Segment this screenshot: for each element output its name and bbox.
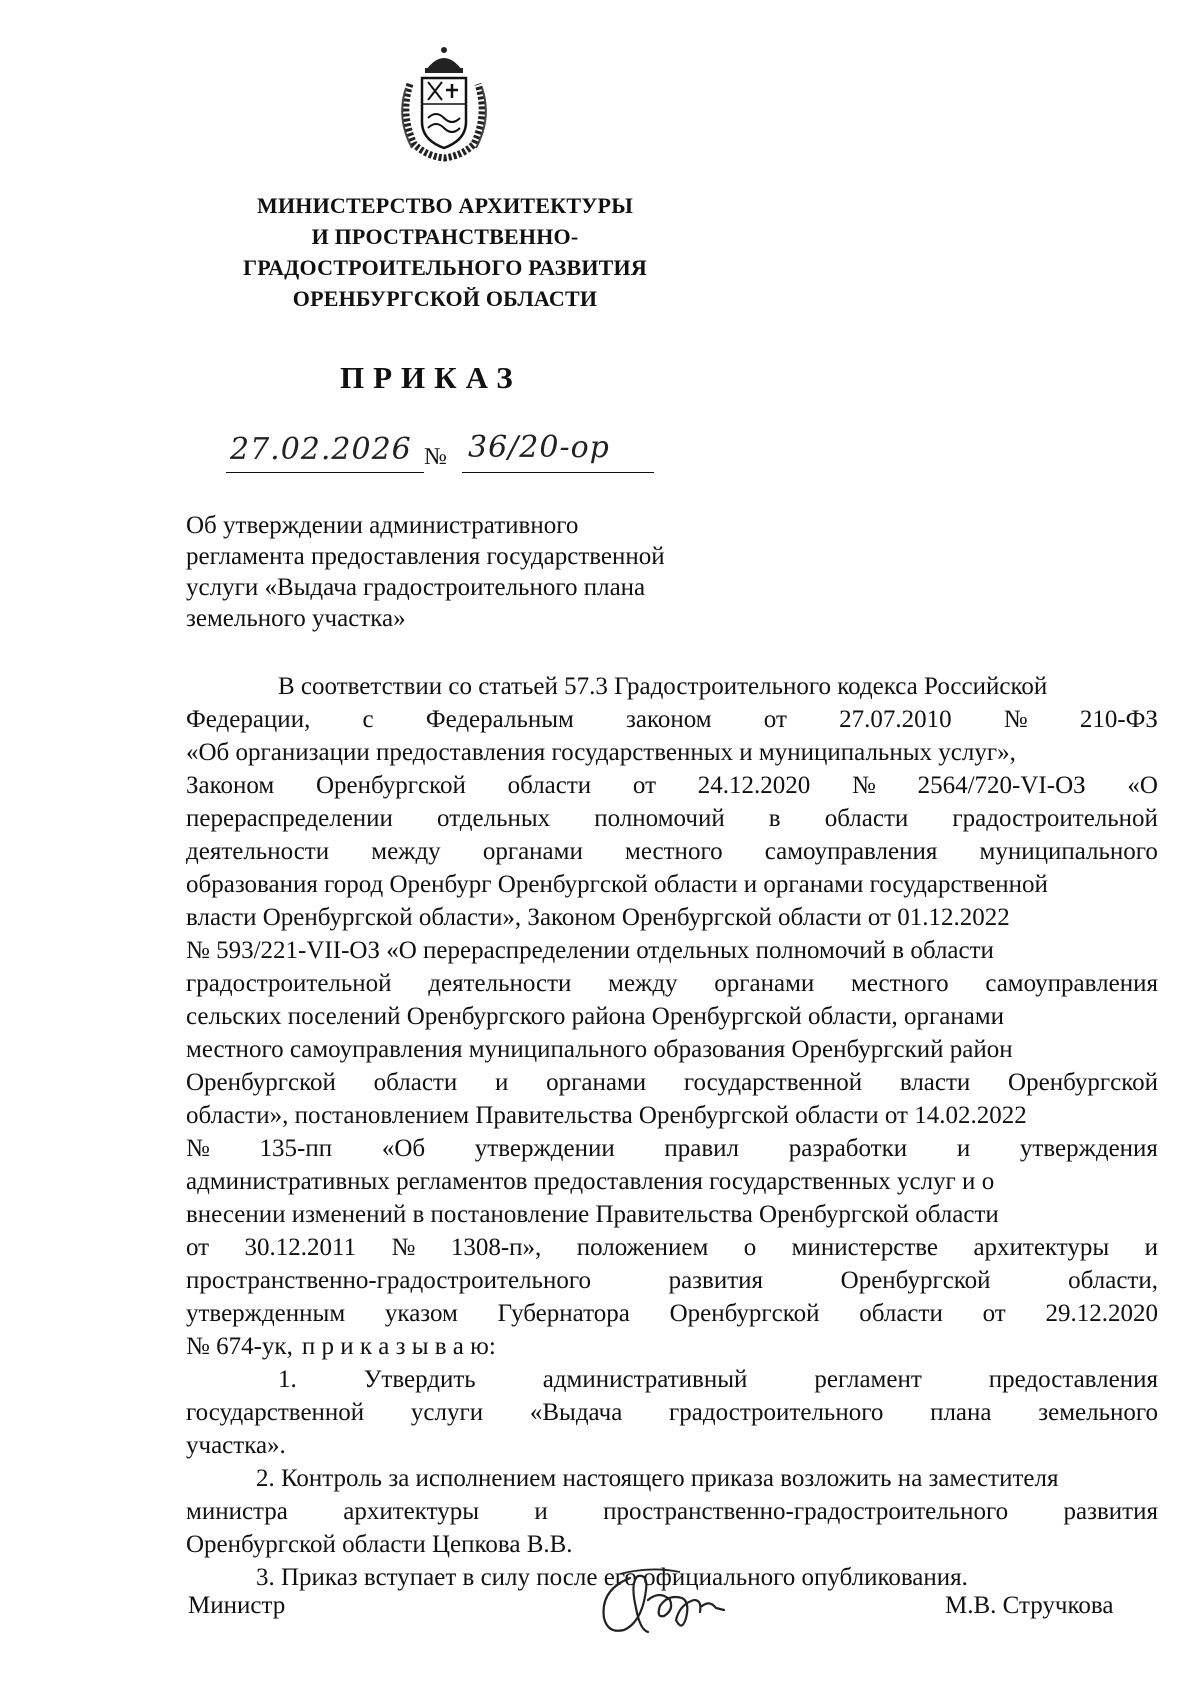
number-sign: № [424, 444, 447, 470]
ministry-line: И ПРОСТРАНСТВЕННО- [311, 224, 579, 249]
body-line [186, 1396, 1158, 1429]
body-line [186, 1330, 1158, 1363]
body-word: государственной [683, 1069, 863, 1096]
body-word: Оренбургской [315, 772, 466, 799]
body-word: перераспределении [186, 805, 393, 832]
subject-line: Об утверждении административного [186, 512, 579, 539]
body-word: № [186, 1135, 210, 1162]
body-word: Законом [186, 772, 275, 799]
body-word: самоуправления [764, 838, 938, 865]
body-line [186, 1198, 1158, 1231]
body-line [186, 1528, 1158, 1561]
body-word: 2564/720-VI-ОЗ [917, 772, 1086, 799]
body-word: правил [664, 1135, 740, 1162]
body-word: земельного [1038, 1399, 1158, 1426]
body-word: «Об организации предоставления государственных и муниципальных услуг», [186, 739, 1016, 766]
body-word: утвержденным [186, 1300, 346, 1327]
body-word: государственной [186, 1399, 365, 1426]
body-line [186, 1099, 1158, 1132]
body-word: местного [625, 838, 723, 865]
body-word: 2. Контроль за исполнением настоящего приказа возложить на заместителя [256, 1465, 1059, 1492]
subject-line: услуги «Выдача градостроительного плана [186, 574, 646, 601]
subject-line: земельного участка» [186, 605, 406, 632]
order-date: 27.02.2026 [230, 432, 412, 467]
body-word: законом [626, 706, 712, 733]
body-word: и [956, 1135, 971, 1162]
body-word: от [763, 706, 787, 733]
body-word: архитектуры [343, 1498, 479, 1525]
body-line [186, 769, 1158, 802]
body-word: сельских поселений Оренбургского района Оренбургской области, органами [186, 1003, 1005, 1030]
body-word: органами [482, 838, 583, 865]
body-line [186, 1495, 1158, 1528]
body-word: деятельности [186, 838, 330, 865]
body-word: самоуправления [985, 970, 1158, 997]
body-word: органами [546, 1069, 647, 1096]
body-word: № [852, 772, 876, 799]
ministry-line: МИНИСТЕРСТВО АРХИТЕКТУРЫ [256, 193, 633, 218]
body-word: Оренбургской [840, 1267, 991, 1294]
body-line [186, 1231, 1158, 1264]
body-word: Федерации, [186, 706, 311, 733]
body-word: 30.12.2011 [244, 1234, 357, 1261]
body-word: административный [542, 1366, 748, 1393]
body-word: Оренбургской [669, 1300, 820, 1327]
body-word: области [824, 805, 909, 832]
body-word: Оренбургской [1008, 1069, 1158, 1096]
body-word: указом [384, 1300, 458, 1327]
body-line [186, 967, 1158, 1000]
body-word: области [373, 1069, 458, 1096]
body-word: области, [1068, 1267, 1158, 1294]
body-line [186, 1363, 1158, 1396]
body-word: положением [576, 1234, 709, 1261]
body-line [186, 670, 1158, 703]
body-word: от [982, 1300, 1006, 1327]
body-word: пространственно-градостроительного [603, 1498, 1009, 1525]
order-date-number [226, 432, 656, 476]
body-word: п р и к а з ы в а ю: [301, 1333, 496, 1360]
body-word: образования город Оренбург Оренбургской области и органами государственной [186, 871, 1048, 898]
body-word: Федеральным [425, 706, 574, 733]
body-word: и [534, 1498, 548, 1525]
body-line [186, 703, 1158, 736]
body-word: деятельности [428, 970, 572, 997]
body-word: министра [186, 1498, 288, 1525]
body-line [186, 901, 1158, 934]
body-word: 135-пп [259, 1135, 333, 1162]
date-underline [226, 472, 424, 473]
body-word: градостроительной [952, 805, 1158, 832]
body-word: развития [668, 1267, 764, 1294]
body-word: 29.12.2020 [1045, 1300, 1158, 1327]
signatory-title: Министр [188, 1592, 286, 1619]
number-underline [462, 472, 654, 473]
body-word: Оренбургской [186, 1069, 336, 1096]
ministry-name [195, 190, 695, 314]
body-line [186, 1462, 1158, 1495]
body-word: развития [1063, 1498, 1158, 1525]
ministry-line: ОРЕНБУРГСКОЙ ОБЛАСТИ [292, 286, 598, 311]
body-word: № 674-ук, [186, 1333, 293, 1360]
body-word: «Об [381, 1135, 426, 1162]
body-line [186, 736, 1158, 769]
body-word: № [1003, 706, 1028, 733]
body-word: «О [1127, 772, 1158, 799]
body-word: 27.07.2010 [839, 706, 952, 733]
body-word: утверждения [1019, 1135, 1158, 1162]
body-word: власти [899, 1069, 971, 1096]
body-word: разработки [788, 1135, 908, 1162]
body-word: о [743, 1234, 757, 1261]
body-line [186, 1429, 1158, 1462]
body-word: отдельных [437, 805, 551, 832]
body-word: с [362, 706, 374, 733]
body-line [186, 1000, 1158, 1033]
body-line [186, 1264, 1158, 1297]
body-word: министерстве [791, 1234, 939, 1261]
body-word: между [608, 970, 678, 997]
body-line [186, 934, 1158, 967]
body-word: области [507, 772, 592, 799]
body-word: № 593/221-VII-ОЗ «О перераспределении отдельных полномочий в области [186, 937, 994, 964]
body-word: утверждении [474, 1135, 615, 1162]
body-word: плана [930, 1399, 992, 1426]
body-word: 1. [278, 1366, 297, 1393]
body-word: власти Оренбургской области», Законом Оренбургской области от 01.12.2022 [186, 904, 1010, 931]
body-line [186, 835, 1158, 868]
body-line [186, 1033, 1158, 1066]
body-word: услуги [410, 1399, 484, 1426]
body-word: в [768, 805, 781, 832]
handwritten-signature-icon [590, 1560, 740, 1640]
body-word: местного [851, 970, 949, 997]
order-subject [186, 510, 746, 634]
body-word: и [494, 1069, 509, 1096]
body-word: Утвердить [363, 1366, 476, 1393]
body-word: внесении изменений в постановление Правительства Оренбургской области [186, 1201, 999, 1228]
body-word: области [859, 1300, 943, 1327]
body-word: области», постановлением Правительства Оренбургской области от 14.02.2022 [186, 1102, 1027, 1129]
body-word: 3. Приказ вступает в силу после его официального опубликования. [256, 1564, 968, 1591]
coat-of-arms-icon [396, 44, 492, 162]
body-word: полномочий [594, 805, 725, 832]
body-word: и [1144, 1234, 1158, 1261]
body-word: «Выдача [529, 1399, 623, 1426]
body-word: от [186, 1234, 210, 1261]
body-line [186, 1297, 1158, 1330]
body-word: местного самоуправления муниципального образования Оренбургский район [186, 1036, 1013, 1063]
body-line [186, 1132, 1158, 1165]
body-word: участка». [186, 1432, 286, 1459]
body-word: муниципального [979, 838, 1158, 865]
body-word: от [632, 772, 657, 799]
ministry-line: ГРАДОСТРОИТЕЛЬНОГО РАЗВИТИЯ [243, 255, 647, 280]
body-word: № [391, 1234, 416, 1261]
body-line [186, 1165, 1158, 1198]
body-word: 24.12.2020 [697, 772, 811, 799]
body-word: регламент [814, 1366, 922, 1393]
body-word: 210-ФЗ [1079, 706, 1158, 733]
body-word: Оренбургской области Цепкова В.В. [186, 1531, 573, 1558]
body-word: предоставления [988, 1366, 1158, 1393]
body-word: пространственно-градостроительного [186, 1267, 591, 1294]
body-word: между [371, 838, 441, 865]
order-number: 36/20-ор [468, 430, 610, 465]
body-word: градостроительной [186, 970, 392, 997]
subject-line: регламента предоставления государственной [186, 543, 665, 570]
signatory-name: М.В. Стручкова [945, 1592, 1114, 1619]
body-word: органами [714, 970, 815, 997]
body-word: Губернатора [497, 1300, 630, 1327]
body-line [186, 868, 1158, 901]
body-word: В соответствии со статьей 57.3 Градостроительного кодекса Российской [278, 673, 1048, 700]
body-word: архитектуры [973, 1234, 1110, 1261]
body-line [186, 802, 1158, 835]
body-word: градостроительного [669, 1399, 884, 1426]
order-body [186, 670, 1158, 1594]
body-line [186, 1066, 1158, 1099]
body-word: 1308-п», [450, 1234, 542, 1261]
body-word: административных регламентов предоставления государственных услуг и о [186, 1168, 995, 1195]
document-type-title: ПРИКАЗ [340, 360, 522, 395]
